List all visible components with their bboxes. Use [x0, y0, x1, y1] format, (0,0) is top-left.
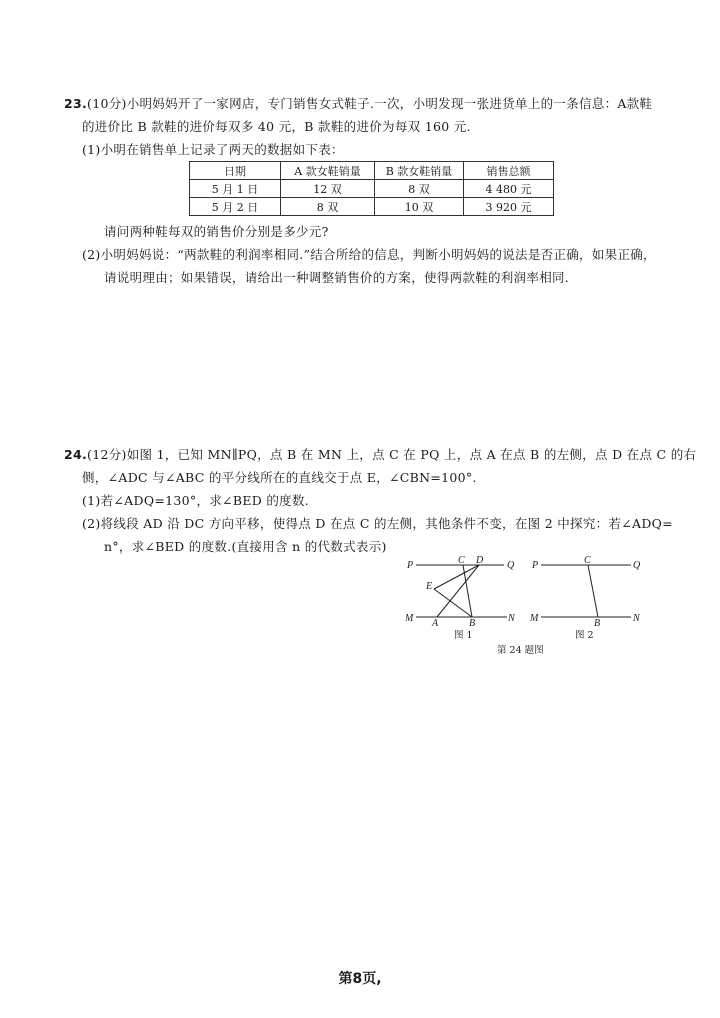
fig2-label-c: C: [584, 555, 591, 566]
table-cell: 5 月 2 日: [190, 198, 281, 216]
fig1-label-b: B: [469, 618, 476, 629]
fig1-segment-de: [434, 565, 479, 589]
table-header-cell: B 款女鞋销量: [375, 162, 464, 180]
table-cell: 3 920 元: [464, 198, 554, 216]
page-footer: [0, 968, 720, 988]
fig1-label-a: A: [432, 618, 439, 629]
q24-line1-text: (12分)如图 1，已知 MN∥PQ，点 B 在 MN 上，点 C 在 PQ 上，点 A 在点 B 的左侧，点 D 在点 C 的右: [87, 447, 697, 462]
q24-part2-line1: (2)将线段 AD 沿 DC 方向平移，使得点 D 在点 C 的左侧，其他条件不变，在图 2 中探究：若∠ADQ=: [82, 516, 673, 531]
table-cell: 4 480 元: [464, 180, 554, 198]
fig1-label-q: Q: [507, 560, 515, 571]
q24-number: 24.: [64, 447, 88, 462]
fig1-label-c: C: [458, 555, 465, 566]
page-number: 第8页,: [338, 971, 382, 987]
fig1-segment-da: [437, 565, 479, 617]
q23-part1-intro: (1)小明在销售单上记录了两天的数据如下表：: [82, 142, 344, 157]
fig2-caption: 图 2: [575, 630, 594, 641]
table-cell: 12 双: [281, 180, 375, 198]
q23-number: 23.: [64, 96, 88, 111]
table-cell: 8 双: [281, 198, 375, 216]
fig1-caption: 图 1: [454, 630, 473, 641]
fig2-label-m: M: [530, 613, 539, 624]
fig1-label-m: M: [405, 613, 414, 624]
table-header-cell: A 款女鞋销量: [281, 162, 375, 180]
fig1-label-e: E: [426, 581, 433, 592]
q23-part2-line1: (2)小明妈妈说：“两款鞋的利润率相同.”结合所给的信息，判断小明妈妈的说法是否正确，如果正确，: [82, 247, 656, 262]
table-header-cell: 销售总额: [464, 162, 554, 180]
fig2-segment-cb: [588, 565, 598, 617]
fig2-label-b: B: [594, 618, 601, 629]
table-header-cell: 日期: [190, 162, 281, 180]
fig1-label-n: N: [508, 613, 515, 624]
q24-line2: 侧，∠ADC 与∠ABC 的平分线所在的直线交于点 E，∠CBN=100°.: [82, 470, 477, 485]
fig2-label-n: N: [633, 613, 640, 624]
fig1-label-d: D: [476, 555, 484, 566]
q24-part1: (1)若∠ADQ=130°，求∠BED 的度数.: [82, 493, 310, 508]
q23-line2: 的进价比 B 款鞋的进价每双多 40 元，B 款鞋的进价为每双 160 元.: [82, 119, 471, 134]
fig1-label-p: P: [407, 560, 414, 571]
q23-line1-text: (10分)小明妈妈开了一家网店，专门销售女式鞋子.一次，小明发现一张进货单上的一条信息：A款鞋: [87, 96, 653, 111]
fig2-label-p: P: [532, 560, 539, 571]
q23-part2-line2: 请说明理由；如果错误，请给出一种调整销售价的方案，使得两款鞋的利润率相同.: [104, 270, 570, 285]
q23-part1-question: 请问两种鞋每双的销售价分别是多少元?: [104, 224, 329, 239]
fig1-segment-eb: [434, 589, 472, 617]
q24-part2-line2: n°，求∠BED 的度数.(直接用含 n 的代数式表示): [104, 539, 387, 554]
figure-main-caption: 第 24 题图: [497, 645, 544, 656]
table-cell: 5 月 1 日: [190, 180, 281, 198]
fig2-label-q: Q: [633, 560, 641, 571]
table-cell: 8 双: [375, 180, 464, 198]
table-cell: 10 双: [375, 198, 464, 216]
